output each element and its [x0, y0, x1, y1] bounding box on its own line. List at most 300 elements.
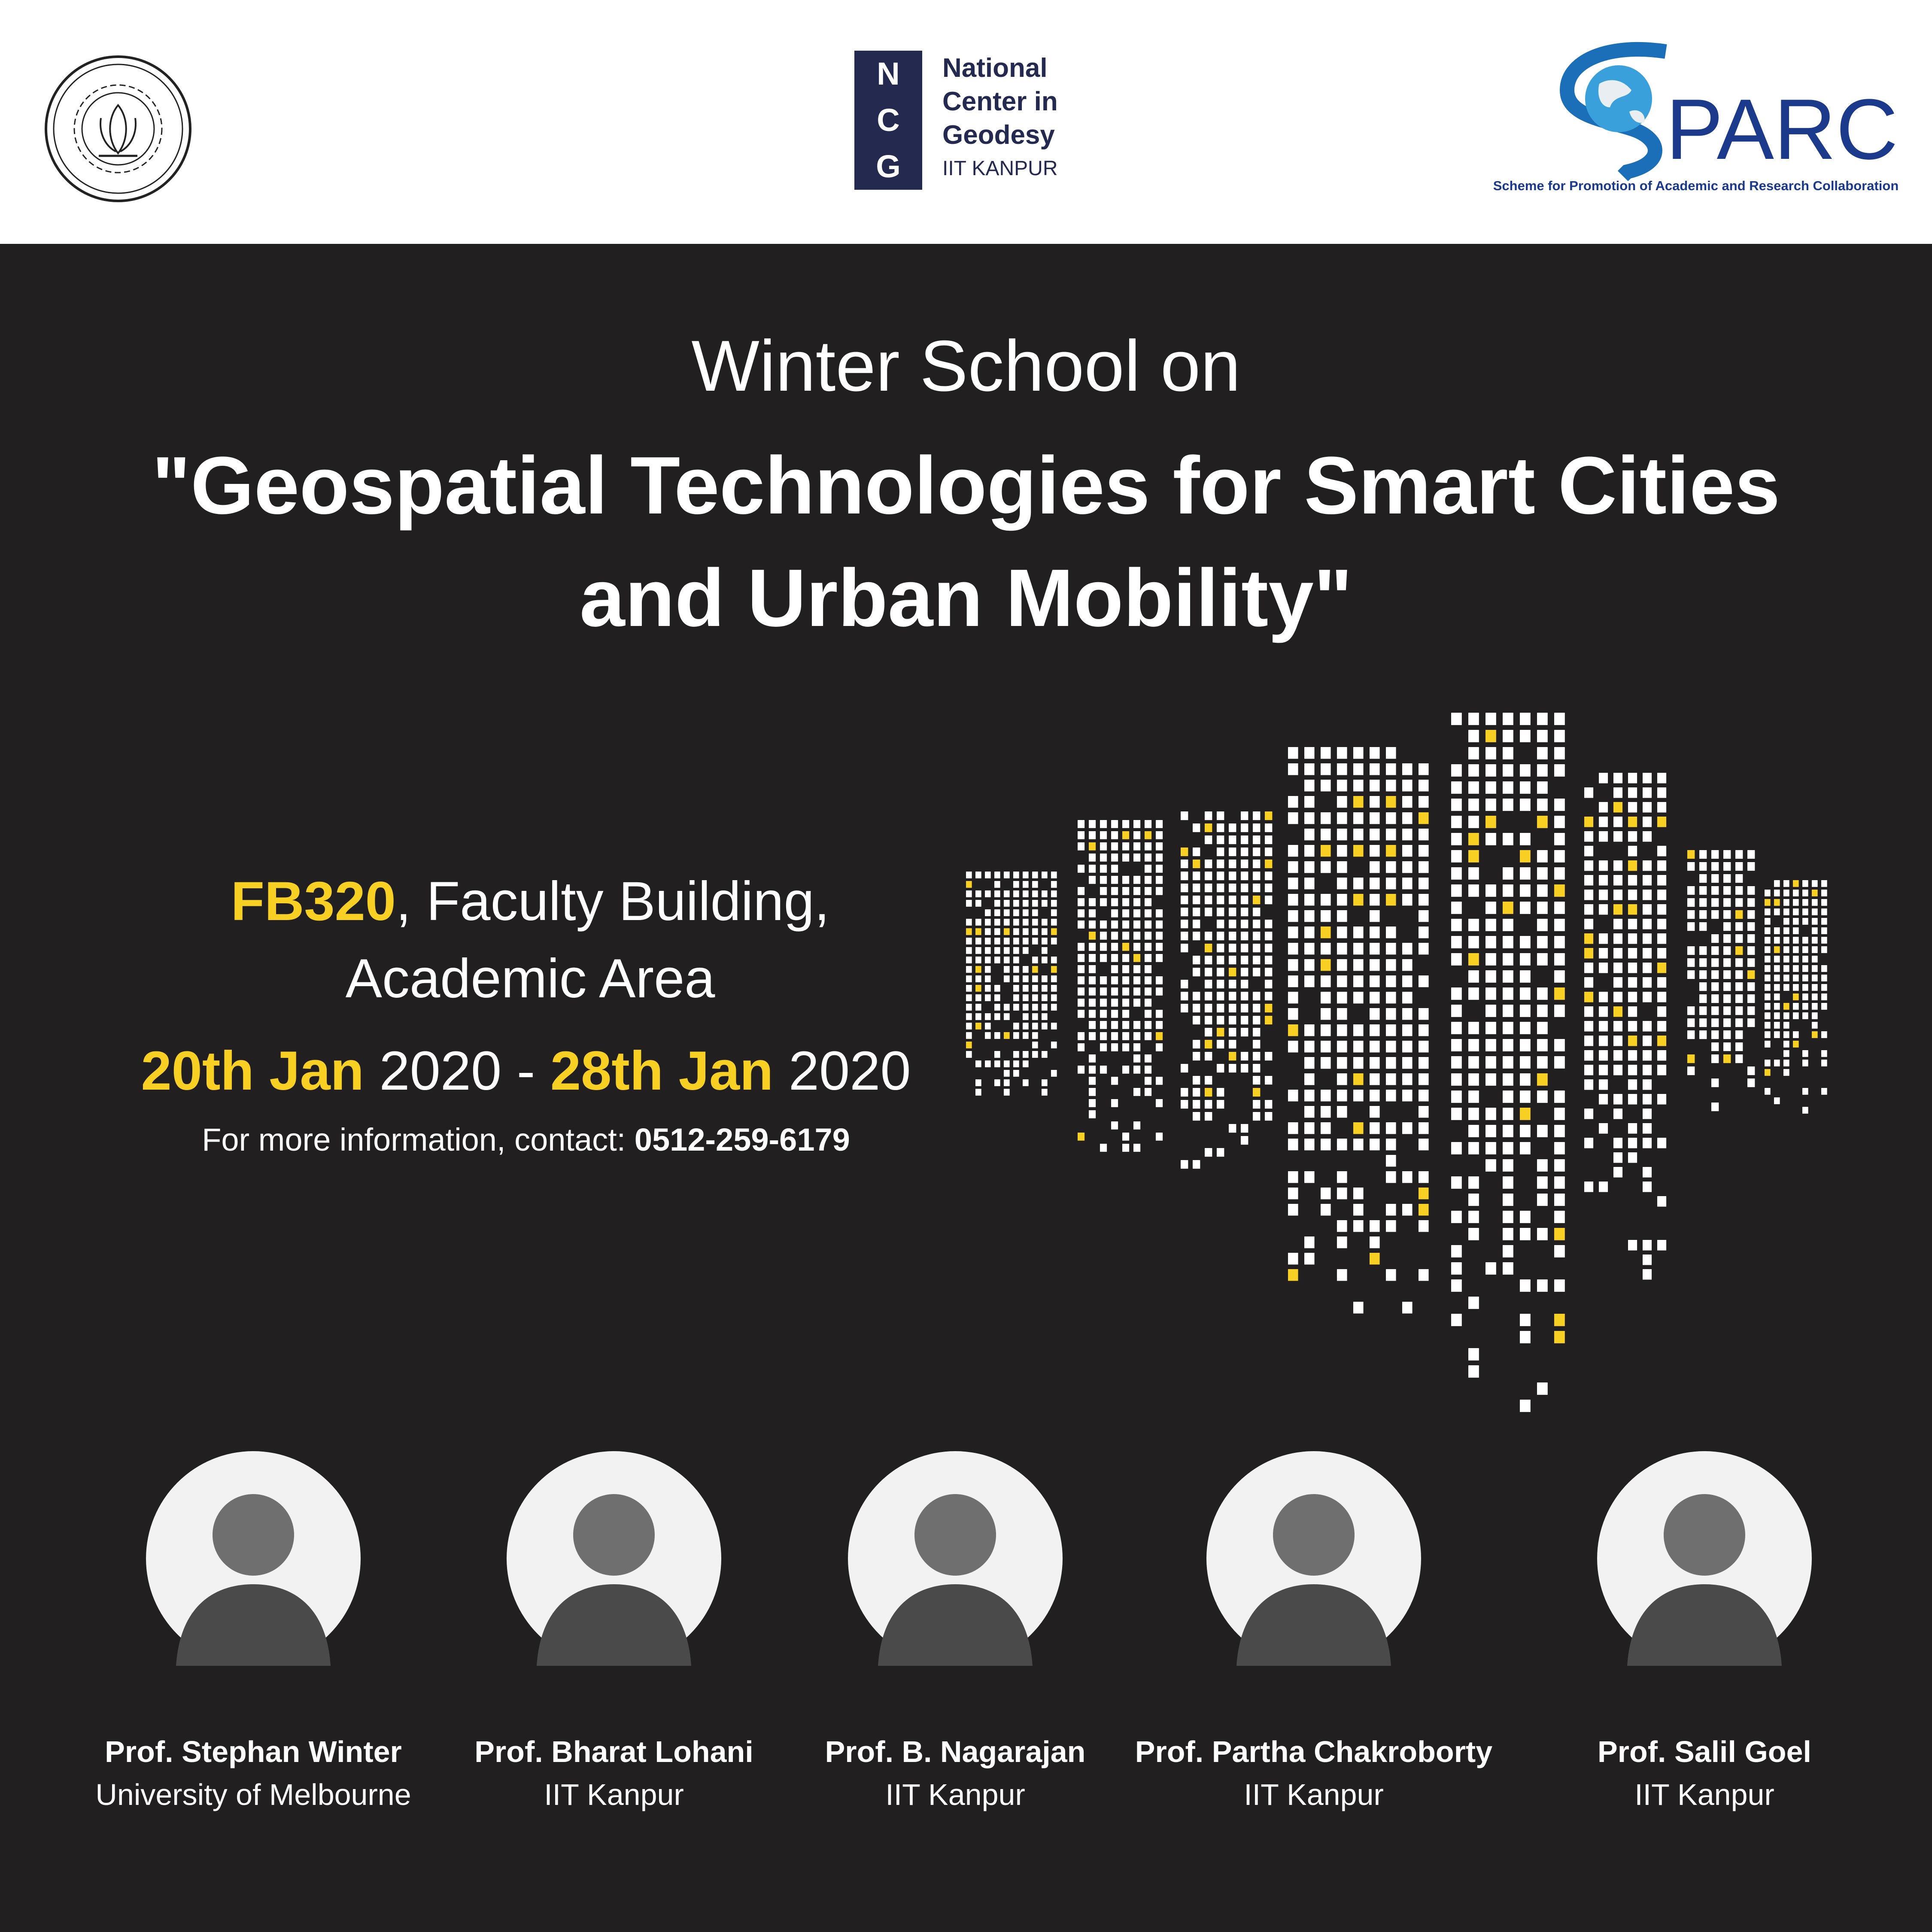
- window-light: [1687, 1006, 1695, 1015]
- window-light: [1613, 948, 1622, 958]
- window-light: [1181, 944, 1188, 952]
- window-light: [1723, 982, 1731, 991]
- window-light: [1304, 943, 1315, 954]
- window-light: [1468, 730, 1479, 742]
- window-light: [1537, 850, 1548, 863]
- window-light: [1078, 865, 1084, 873]
- window-light: [1613, 992, 1622, 1002]
- window-light: [1156, 831, 1163, 839]
- window-light: [1004, 947, 1010, 954]
- window-light: [1485, 1022, 1496, 1034]
- window-light: [1468, 1176, 1479, 1189]
- window-light: [1599, 1079, 1608, 1090]
- window-light: [1765, 993, 1771, 1000]
- window-light: [1145, 1021, 1151, 1029]
- window-light: [966, 1051, 972, 1058]
- person-silhouette-icon: [848, 1451, 1063, 1666]
- window-light: [1485, 1262, 1496, 1275]
- window-light: [1156, 976, 1163, 984]
- window-light: [1205, 884, 1212, 892]
- window-light: [1643, 1050, 1652, 1060]
- window-light: [1089, 1110, 1096, 1118]
- window-light: [1723, 898, 1731, 907]
- city-buildings-illustration: [957, 704, 1842, 1425]
- window-light: [1554, 1005, 1565, 1017]
- window-light: [1520, 867, 1531, 880]
- window-light: [1241, 884, 1248, 892]
- window-light: [1337, 812, 1347, 824]
- window-light: [1156, 1133, 1163, 1141]
- window-light: [1217, 1040, 1224, 1048]
- window-light: [1089, 954, 1096, 962]
- window-light: [1402, 992, 1413, 1003]
- window-light: [1747, 958, 1755, 967]
- window-light: [1133, 943, 1140, 951]
- window-light: [1078, 887, 1084, 895]
- window-light: [966, 928, 972, 935]
- window-light: [1485, 1005, 1496, 1017]
- window-light: [1503, 713, 1513, 725]
- start-date: 20th Jan: [141, 1040, 364, 1102]
- window-light: [1229, 1124, 1236, 1133]
- window-light: [1402, 1171, 1413, 1183]
- window-light: [1353, 1041, 1364, 1052]
- window-light: [1468, 1228, 1479, 1240]
- window-light: [1337, 992, 1347, 1003]
- window-light: [1628, 1006, 1637, 1017]
- window-light: [985, 1060, 991, 1067]
- window-light: [1051, 872, 1057, 878]
- window-light: [1783, 946, 1789, 953]
- window-light: [1032, 928, 1038, 935]
- window-light: [1599, 817, 1608, 827]
- window-light: [1321, 1024, 1331, 1036]
- window-light: [1004, 1089, 1010, 1096]
- window-light: [1554, 1125, 1565, 1137]
- window-light: [1229, 992, 1236, 1000]
- window-light: [1181, 932, 1188, 940]
- window-light: [1584, 1065, 1593, 1075]
- window-light: [1023, 881, 1029, 888]
- window-light: [1520, 781, 1531, 794]
- window-light: [1042, 947, 1048, 954]
- window-light: [1554, 1314, 1565, 1326]
- window-light: [1089, 1066, 1096, 1074]
- window-light: [1253, 908, 1260, 916]
- window-light: [1353, 747, 1364, 759]
- window-light: [1229, 908, 1236, 916]
- window-light: [1051, 975, 1057, 982]
- window-light: [1503, 1176, 1513, 1189]
- window-light: [1217, 1004, 1224, 1012]
- window-light: [1520, 1039, 1531, 1051]
- window-light: [1288, 1269, 1298, 1281]
- window-light: [1802, 993, 1808, 1000]
- window-light: [985, 938, 991, 945]
- window-light: [1370, 910, 1380, 922]
- window-light: [1554, 867, 1565, 880]
- window-light: [1321, 975, 1331, 987]
- window-light: [1304, 1090, 1315, 1101]
- window-light: [1288, 943, 1298, 954]
- window-light: [1643, 1021, 1652, 1031]
- window-light: [1599, 1006, 1608, 1017]
- window-light: [1193, 908, 1200, 916]
- window-light: [1181, 1064, 1188, 1072]
- window-light: [1402, 894, 1413, 905]
- window-light: [1051, 881, 1057, 888]
- window-light: [1451, 764, 1462, 777]
- window-light: [1643, 890, 1652, 900]
- window-light: [1122, 831, 1129, 839]
- window-light: [1783, 1031, 1789, 1038]
- window-light: [1288, 910, 1298, 922]
- window-light: [1386, 959, 1396, 971]
- window-light: [1812, 1012, 1818, 1019]
- window-light: [1419, 812, 1429, 824]
- window-light: [1337, 747, 1347, 759]
- window-light: [1337, 1269, 1347, 1281]
- window-light: [1821, 880, 1827, 887]
- window-light: [1451, 1211, 1462, 1223]
- window-light: [1812, 927, 1818, 934]
- window-light: [1520, 1279, 1531, 1292]
- window-light: [1765, 975, 1771, 981]
- window-light: [1485, 1108, 1496, 1120]
- end-date: 28th Jan: [550, 1040, 774, 1102]
- window-light: [1537, 1382, 1548, 1395]
- window-light: [1584, 992, 1593, 1002]
- window-light: [1451, 902, 1462, 914]
- window-light: [1419, 927, 1429, 938]
- window-light: [1765, 937, 1771, 944]
- window-light: [1013, 975, 1019, 982]
- window-light: [1613, 875, 1622, 885]
- window-light: [1599, 963, 1608, 973]
- speaker-affiliation: IIT Kanpur: [1244, 1778, 1384, 1811]
- window-light: [1353, 763, 1364, 775]
- window-light: [1687, 862, 1695, 871]
- window-light: [1023, 1079, 1029, 1086]
- window-light: [1193, 1100, 1200, 1109]
- window-light: [1419, 943, 1429, 954]
- window-light: [1193, 872, 1200, 880]
- window-light: [1205, 1004, 1212, 1012]
- window-light: [1554, 713, 1565, 725]
- window-light: [1711, 1103, 1719, 1111]
- window-light: [1100, 920, 1107, 929]
- window-light: [1181, 980, 1188, 988]
- window-light: [1643, 948, 1652, 958]
- window-light: [1156, 987, 1163, 996]
- window-light: [1774, 880, 1780, 887]
- window-light: [1193, 1040, 1200, 1048]
- window-light: [1004, 872, 1010, 878]
- window-light: [1181, 992, 1188, 1000]
- window-light: [1181, 848, 1188, 856]
- window-light: [1353, 1139, 1364, 1150]
- window-light: [1337, 780, 1347, 791]
- window-light: [1584, 977, 1593, 987]
- window-light: [1657, 1138, 1666, 1148]
- window-light: [1657, 787, 1666, 798]
- window-light: [1051, 1023, 1057, 1030]
- window-light: [1337, 829, 1347, 840]
- window-light: [1774, 984, 1780, 991]
- window-light: [1217, 860, 1224, 868]
- window-light: [1241, 835, 1248, 844]
- window-light: [1613, 1167, 1622, 1177]
- window-light: [1145, 1010, 1151, 1018]
- window-light: [1229, 823, 1236, 832]
- ncg-logo-box: [854, 51, 922, 190]
- window-light: [1229, 1064, 1236, 1072]
- speaker-photo: [507, 1451, 721, 1666]
- window-light: [1370, 1090, 1380, 1101]
- window-light: [1537, 1228, 1548, 1240]
- window-light: [1419, 861, 1429, 873]
- window-light: [985, 928, 991, 935]
- window-light: [1723, 1054, 1731, 1063]
- window-light: [1145, 831, 1151, 839]
- window-light: [1687, 970, 1695, 979]
- window-light: [1520, 1331, 1531, 1343]
- window-light: [1599, 802, 1608, 812]
- window-light: [1503, 953, 1513, 966]
- window-light: [1554, 1228, 1565, 1240]
- window-light: [1468, 970, 1479, 983]
- window-light: [1774, 946, 1780, 953]
- window-light: [1503, 730, 1513, 742]
- contact-info: [94, 1116, 957, 1163]
- window-light: [1485, 1159, 1496, 1172]
- speaker-affiliation: IIT Kanpur: [544, 1778, 684, 1811]
- window-light: [1657, 1196, 1666, 1206]
- window-light: [1711, 982, 1719, 991]
- window-light: [1013, 1032, 1019, 1039]
- window-light: [1537, 1176, 1548, 1189]
- window-light: [1042, 1079, 1048, 1086]
- window-light: [994, 1060, 1000, 1067]
- window-light: [1253, 848, 1260, 856]
- window-light: [1013, 1051, 1019, 1058]
- window-light: [1051, 919, 1057, 926]
- window-light: [1699, 982, 1707, 991]
- window-light: [1503, 1005, 1513, 1017]
- window-light: [1145, 965, 1151, 973]
- window-light: [975, 957, 981, 963]
- window-light: [985, 975, 991, 982]
- window-light: [1802, 899, 1808, 906]
- window-light: [975, 1004, 981, 1011]
- window-light: [1503, 1091, 1513, 1103]
- window-light: [985, 994, 991, 1001]
- window-light: [1419, 845, 1429, 857]
- window-light: [1628, 860, 1637, 871]
- window-light: [1468, 1073, 1479, 1086]
- window-light: [1265, 968, 1272, 976]
- window-light: [1122, 1133, 1129, 1141]
- window-light: [1774, 937, 1780, 944]
- window-light: [1370, 878, 1380, 889]
- window-light: [1089, 1088, 1096, 1096]
- window-light: [1304, 747, 1315, 759]
- window-light: [1265, 932, 1272, 940]
- speaker-photo: [1206, 1451, 1421, 1666]
- window-light: [1699, 850, 1707, 859]
- window-light: [1468, 1125, 1479, 1137]
- window-light: [1078, 831, 1084, 839]
- window-light: [1503, 970, 1513, 983]
- window-light: [1288, 796, 1298, 808]
- window-light: [1711, 850, 1719, 859]
- window-light: [1699, 898, 1707, 907]
- window-light: [1657, 963, 1666, 973]
- window-light: [1802, 918, 1808, 925]
- window-light: [994, 957, 1000, 963]
- window-light: [1402, 1122, 1413, 1134]
- window-light: [1537, 987, 1548, 1000]
- speaker-name: Prof. Bharat Lohani: [474, 1735, 753, 1768]
- window-light: [1181, 920, 1188, 928]
- window-light: [1812, 1031, 1818, 1038]
- window-light: [1032, 900, 1038, 907]
- window-light: [1723, 850, 1731, 859]
- window-light: [1145, 943, 1151, 951]
- window-light: [1793, 880, 1799, 887]
- window-light: [1802, 965, 1808, 972]
- window-light: [1554, 1331, 1565, 1343]
- sparc-tagline: Scheme for Promotion of Academic and Research Collaboration: [1493, 178, 1899, 193]
- window-light: [1265, 992, 1272, 1000]
- window-light: [1337, 1188, 1347, 1199]
- window-light: [1802, 880, 1808, 887]
- window-light: [1774, 1097, 1780, 1104]
- window-light: [1023, 938, 1029, 945]
- window-light: [1812, 937, 1818, 944]
- window-light: [1042, 900, 1048, 907]
- window-light: [1451, 781, 1462, 794]
- window-light: [1193, 896, 1200, 904]
- window-light: [1353, 1188, 1364, 1199]
- window-light: [1503, 936, 1513, 948]
- window-light: [1821, 1031, 1827, 1038]
- window-light: [966, 900, 972, 907]
- window-light: [1181, 1088, 1188, 1097]
- window-light: [994, 900, 1000, 907]
- window-light: [1485, 764, 1496, 777]
- window-light: [1812, 965, 1818, 972]
- window-light: [1013, 938, 1019, 945]
- window-light: [1253, 860, 1260, 868]
- window-light: [1133, 831, 1140, 839]
- window-light: [1353, 1302, 1364, 1313]
- window-light: [994, 938, 1000, 945]
- window-light: [1253, 1040, 1260, 1048]
- window-light: [1468, 1091, 1479, 1103]
- window-light: [1613, 787, 1622, 798]
- window-light: [1485, 902, 1496, 914]
- window-light: [1643, 1109, 1652, 1119]
- window-light: [1032, 1013, 1038, 1020]
- window-light: [966, 966, 972, 973]
- window-light: [1802, 984, 1808, 991]
- speaker-card: [60, 1451, 447, 1816]
- window-light: [1145, 1066, 1151, 1074]
- window-light: [1793, 975, 1799, 981]
- window-light: [1657, 904, 1666, 914]
- window-light: [966, 938, 972, 945]
- window-light: [1205, 835, 1212, 844]
- window-light: [1370, 975, 1380, 987]
- window-light: [1793, 993, 1799, 1000]
- window-light: [1370, 1220, 1380, 1232]
- window-light: [1821, 984, 1827, 991]
- window-light: [1402, 1302, 1413, 1313]
- window-light: [1723, 958, 1731, 967]
- window-light: [1503, 919, 1513, 931]
- window-light: [1765, 1041, 1771, 1048]
- window-light: [985, 1013, 991, 1020]
- window-light: [1485, 833, 1496, 845]
- window-light: [1205, 956, 1212, 964]
- window-light: [1402, 1008, 1413, 1020]
- window-light: [1321, 747, 1331, 759]
- window-light: [1253, 896, 1260, 904]
- window-light: [1386, 992, 1396, 1003]
- window-light: [1386, 812, 1396, 824]
- window-light: [1370, 1139, 1380, 1150]
- window-light: [1288, 1171, 1298, 1183]
- window-light: [1321, 1122, 1331, 1134]
- window-light: [1468, 1022, 1479, 1034]
- window-light: [1133, 898, 1140, 906]
- window-light: [985, 957, 991, 963]
- window-light: [1821, 965, 1827, 972]
- window-light: [1699, 1030, 1707, 1039]
- window-light: [1156, 1043, 1163, 1051]
- window-light: [1554, 730, 1565, 742]
- window-light: [1288, 1041, 1298, 1052]
- window-light: [1468, 799, 1479, 811]
- window-light: [1229, 1016, 1236, 1024]
- window-light: [1122, 987, 1129, 996]
- window-light: [1643, 802, 1652, 812]
- window-light: [1181, 872, 1188, 880]
- window-light: [1078, 1133, 1084, 1141]
- window-light: [1078, 965, 1084, 973]
- window-light: [1657, 933, 1666, 944]
- window-light: [1042, 890, 1048, 897]
- window-light: [1643, 1094, 1652, 1104]
- window-light: [1687, 850, 1695, 859]
- window-light: [1353, 894, 1364, 905]
- window-light: [1386, 1220, 1396, 1232]
- window-light: [1783, 956, 1789, 963]
- window-light: [1386, 943, 1396, 954]
- window-light: [1370, 1106, 1380, 1118]
- window-light: [1253, 920, 1260, 928]
- window-light: [1520, 1108, 1531, 1120]
- window-light: [1288, 992, 1298, 1003]
- window-light: [1419, 1171, 1429, 1183]
- window-light: [1723, 970, 1731, 979]
- window-light: [1353, 812, 1364, 824]
- window-light: [1628, 802, 1637, 812]
- window-light: [1628, 1021, 1637, 1031]
- window-light: [1241, 920, 1248, 928]
- window-light: [1699, 874, 1707, 883]
